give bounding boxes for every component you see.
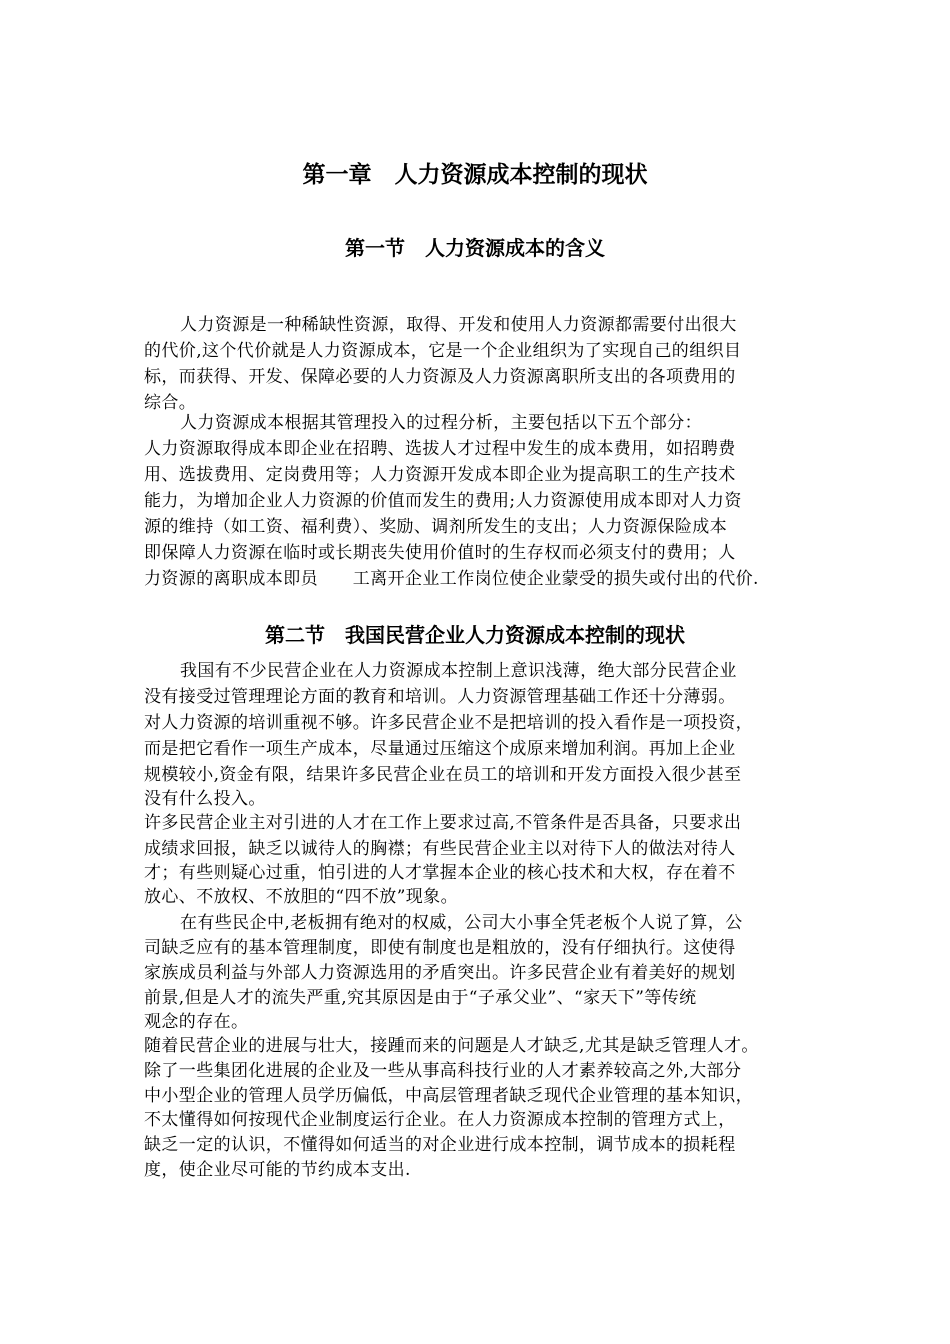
- section2-title: 第二节 我国民营企业人力资源成本控制的现状: [265, 623, 685, 647]
- section2-line: 没有什么投入。: [144, 789, 266, 809]
- section1-line: 标，而获得、开发、保障必要的人力资源及人力资源离职所支出的各项费用的: [144, 367, 736, 387]
- section1-line: 人力资源是一种稀缺性资源，取得、开发和使用人力资源都需要付出很大: [180, 315, 737, 335]
- section2-line: 前景,但是人才的流失严重,究其原因是由于“子承父业”、“家天下”等传统: [144, 988, 697, 1008]
- section2-line: 司缺乏应有的基本管理制度，即使有制度也是粗放的，没有仔细执行。这使得: [144, 938, 736, 958]
- section2-line: 我国有不少民营企业在人力资源成本控制上意识浅薄，绝大部分民营企业: [180, 661, 737, 681]
- section2-line: 许多民营企业主对引进的人才在工作上要求过高,不管条件是否具备，只要求出: [144, 813, 742, 833]
- section1-title: 第一节 人力资源成本的含义: [345, 236, 605, 260]
- section1-line: 的代价,这个代价就是人力资源成本，它是一个企业组织为了实现自己的组织目: [144, 341, 742, 361]
- section1-line: 人力资源取得成本即企业在招聘、选拔人才过程中发生的成本费用，如招聘费: [144, 439, 736, 459]
- section2-line: 规模较小,资金有限，结果许多民营企业在员工的培训和开发方面投入很少甚至: [144, 765, 742, 785]
- section2-line: 除了一些集团化进展的企业及一些从事高科技行业的人才素养较高之外,大部分: [144, 1061, 742, 1081]
- section2-line: 度，使企业尽可能的节约成本支出.: [144, 1160, 411, 1180]
- section2-line: 不太懂得如何按现代企业制度运行企业。在人力资源成本控制的管理方式上，: [144, 1110, 736, 1130]
- section1-line: 综合。: [144, 393, 197, 413]
- section2-line: 家族成员利益与外部人力资源选用的矛盾突出。许多民营企业有着美好的规划: [144, 963, 736, 983]
- section2-line: 在有些民企中,老板拥有绝对的权威，公司大小事全凭老板个人说了算，公: [180, 913, 743, 933]
- section2-line: 而是把它看作一项生产成本，尽量通过压缩这个成原来增加利润。再加上企业: [144, 739, 736, 759]
- section1-line: 能力，为增加企业人力资源的价值而发生的费用;人力资源使用成本即对人力资: [144, 491, 742, 511]
- section1-line: 即保障人力资源在临时或长期丧失使用价值时的生存权而必须支付的费用；人: [144, 543, 736, 563]
- section1-line: 力资源的离职成本即员 工离开企业工作岗位使企业蒙受的损失或付出的代价.: [144, 569, 759, 589]
- section2-line: 缺乏一定的认识，不懂得如何适当的对企业进行成本控制，调节成本的损耗程: [144, 1135, 736, 1155]
- section1-line: 用、选拔费用、定岗费用等；人力资源开发成本即企业为提高职工的生产技术: [144, 465, 736, 485]
- section2-line: 对人力资源的培训重视不够。许多民营企业不是把培训的投入看作是一项投资，: [144, 713, 753, 733]
- chapter-title: 第一章 人力资源成本控制的现状: [302, 162, 648, 188]
- section1-line: 人力资源成本根据其管理投入的过程分析，主要包括以下五个部分：: [180, 413, 702, 433]
- section2-line: 中小型企业的管理人员学历偏低，中高层管理者缺乏现代企业管理的基本知识，: [144, 1086, 753, 1106]
- section2-line: 成绩求回报，缺乏以诚待人的胸襟；有些民营企业主以对待下人的做法对待人: [144, 839, 736, 859]
- section2-line: 放心、不放权、不放胆的“四不放”现象。: [144, 887, 458, 907]
- section2-line: 观念的存在。: [144, 1012, 249, 1032]
- section2-line: 随着民营企业的进展与壮大，接踵而来的问题是人才缺乏,尤其是缺乏管理人才。: [144, 1036, 759, 1056]
- section2-line: 才；有些则疑心过重，怕引进的人才掌握本企业的核心技术和大权，存在着不: [144, 863, 736, 883]
- section1-line: 源的维持（如工资、福利费）、奖励、调剂所发生的支出；人力资源保险成本: [144, 517, 728, 537]
- section2-line: 没有接受过管理理论方面的教育和培训。人力资源管理基础工作还十分薄弱。: [144, 687, 736, 707]
